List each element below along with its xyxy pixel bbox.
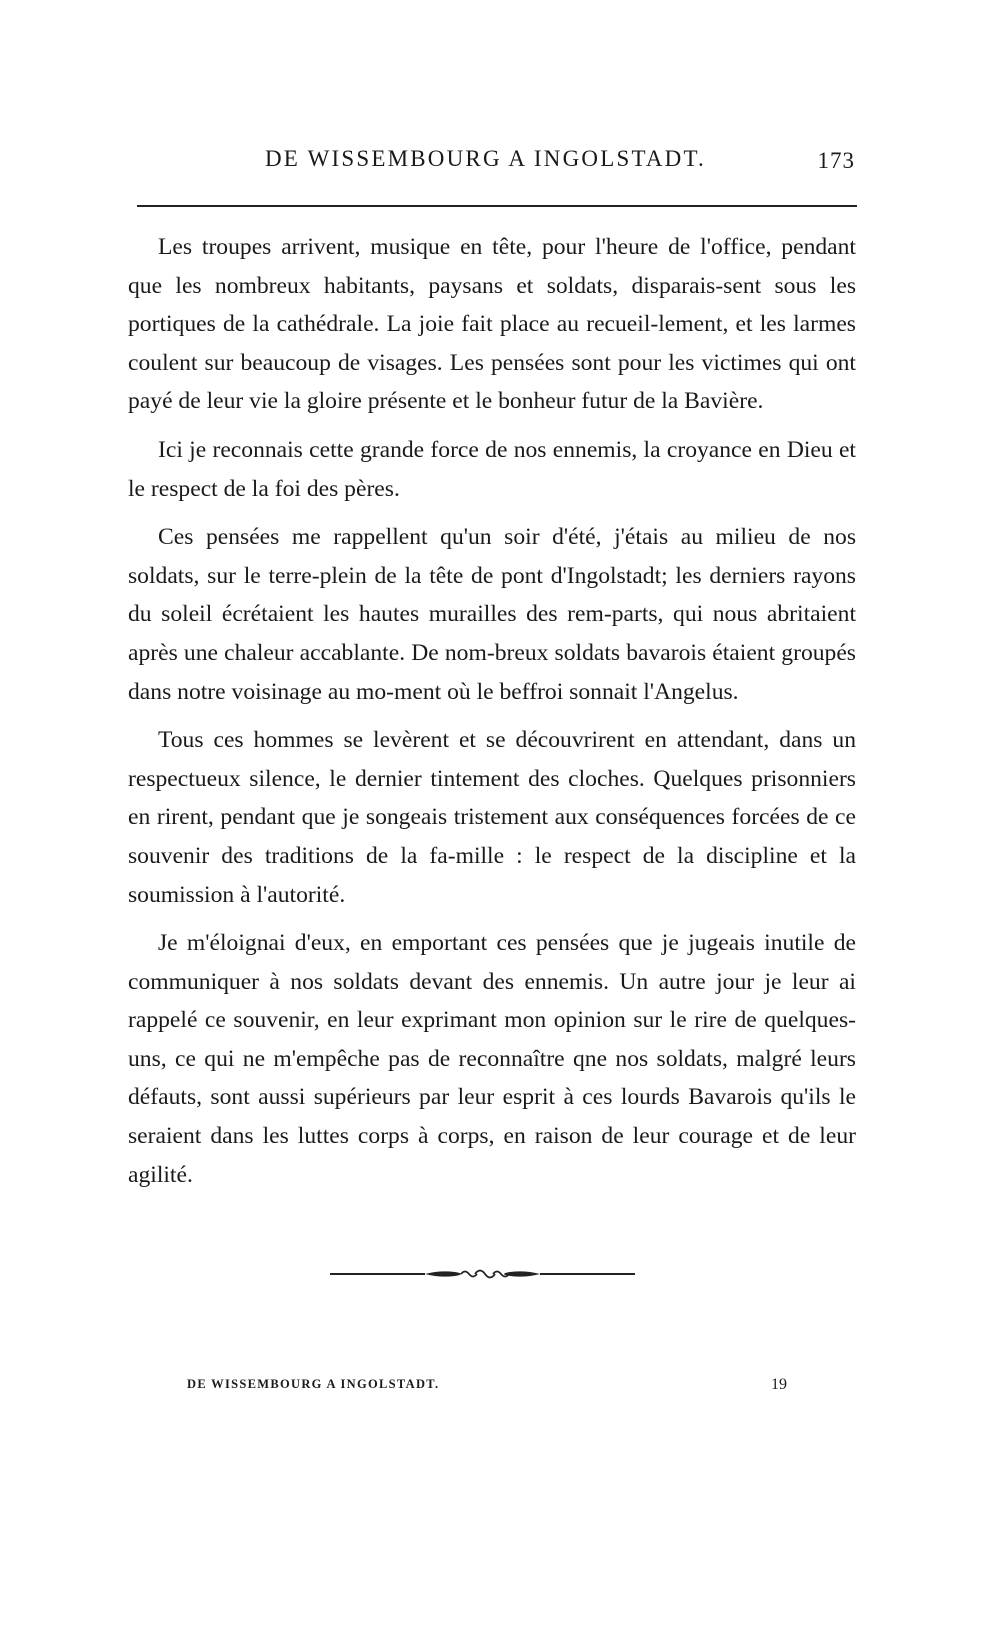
paragraph-3: Ces pensées me rappellent qu'un soir d'été, j'étais au milieu de nos soldats, sur le terre-plein de la tête de pont d'Ingolstadt; les derniers rayons du soleil écrétaient les hautes murailles des rem-parts, qui nous abritaient après une chaleur accablante. De nom-breux soldats bavarois étaient groupés dans notre voisinage au mo-ment où le beffroi sonnait l'Angelus. xyxy=(128,524,856,705)
signature-title: DE WISSEMBOURG A INGOLSTADT. xyxy=(187,1377,440,1391)
page-number: 173 xyxy=(817,148,855,173)
running-title: DE WISSEMBOURG A INGOLSTADT. xyxy=(265,146,706,171)
paragraph-5: Je m'éloignai d'eux, en emportant ces pensées que je jugeais inutile de communiquer à nos soldats devant des ennemis. Un autre jour je leur ai rappelé ce souvenir, en leur exprimant mon opinion sur le rire de quelques-uns, ce qui ne m'empêche pas de reconnaître qne nos soldats, malgré leurs défauts, sont aussi supérieurs par leur esprit à ces lourds Bavarois qu'ils le seraient dans les luttes corps à corps, en raison de leur courage et de leur agilité. xyxy=(128,930,856,1188)
running-head xyxy=(137,146,855,186)
ornament-divider xyxy=(330,1262,635,1282)
paragraph-2: Ici je reconnais cette grande force de nos ennemis, la croyance en Dieu et le respect de la foi des pères. xyxy=(128,436,856,502)
signature-line xyxy=(187,1377,787,1401)
paragraph-1: Les troupes arrivent, musique en tête, pour l'heure de l'office, pendant que les nombreux habitants, paysans et soldats, disparais-sent sous les portiques de la cathédrale. La joie fait place au recueil-lement, et les larmes coulent sur beaucoup de visages. Les pensées sont pour les victimes qui ont payé de leur vie la gloire présente et le bonheur futur de la Bavière. xyxy=(128,234,856,415)
header-rule xyxy=(137,205,857,207)
paragraph-4: Tous ces hommes se levèrent et se découvrirent en attendant, dans un respectueux silence, le dernier tintement des cloches. Quelques prisonniers en rirent, pendant que je songeais tristement aux conséquences forcées de ce souvenir des traditions de la fa-mille : le respect de la discipline et la soumission à l'autorité. xyxy=(128,727,856,908)
signature-number: 19 xyxy=(771,1376,787,1393)
body-text xyxy=(128,228,856,1204)
